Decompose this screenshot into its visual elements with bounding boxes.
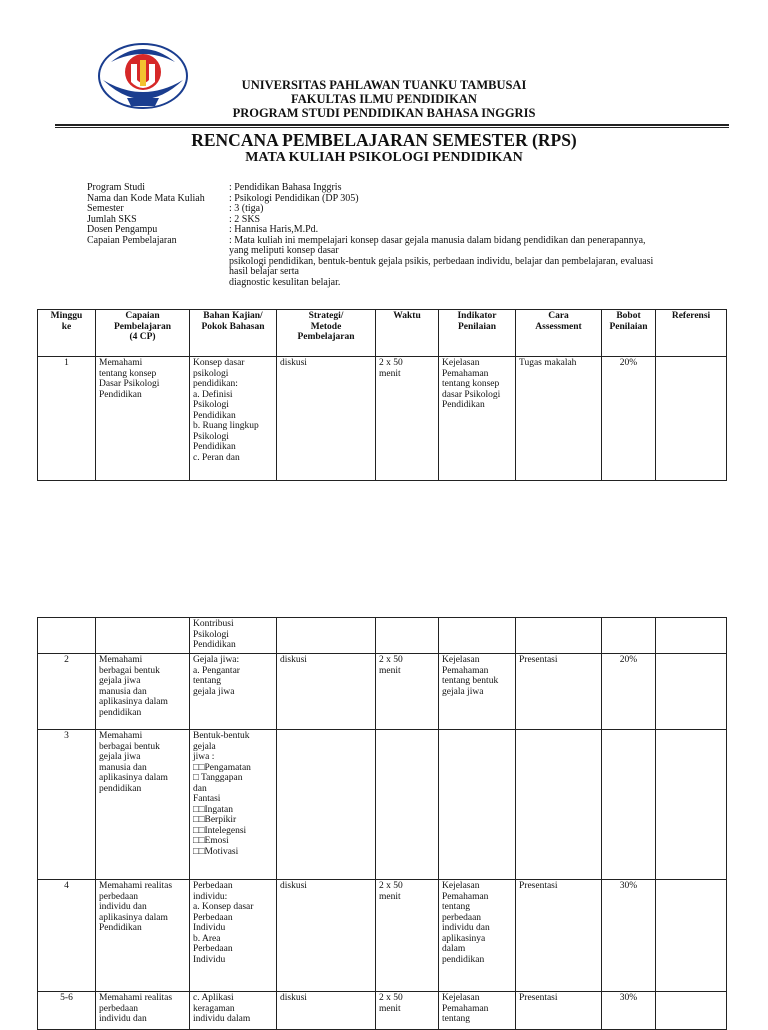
capaian-line: hasil belajar serta <box>229 266 299 277</box>
cell-indikator-text: Kejelasan <box>442 358 480 368</box>
cell-minggu-text: 2 <box>64 655 69 665</box>
cell-bobot <box>602 357 656 481</box>
cell-indikator-text: pendidikan <box>442 954 485 965</box>
cell-bahan <box>190 618 277 654</box>
header-text: Cara <box>548 311 569 321</box>
header-text: Pembelajaran <box>297 332 355 342</box>
cell-capaian-text: Dasar Psikologi <box>99 379 160 389</box>
header-text: Pembelajaran <box>114 321 171 332</box>
cell-minggu <box>38 730 96 880</box>
cell-strategi-text: diskusi <box>280 358 307 368</box>
info-value: : Psikologi Pendidikan (DP 305) <box>229 192 359 204</box>
cell-bahan-text: Perbedaan <box>193 912 233 923</box>
capaian-text <box>229 236 707 289</box>
cell-bahan-text: pendidikan: <box>193 379 238 389</box>
info-value: : Pendidikan Bahasa Inggris <box>229 182 342 193</box>
program-name: PROGRAM STUDI PENDIDIKAN BAHASA INGGRIS <box>232 106 536 120</box>
cell-capaian-text: Memahami <box>99 731 143 741</box>
cell-indikator <box>439 654 516 730</box>
header-cara <box>516 310 602 357</box>
cell-bahan-text: Individu <box>193 923 226 933</box>
cell-bahan-text: Perbedaan <box>193 944 233 954</box>
cell-capaian <box>96 730 190 880</box>
header-text: (4 CP) <box>129 332 156 342</box>
cell-bobot-text: 20% <box>619 358 638 368</box>
header-text: Waktu <box>393 311 421 321</box>
cell-strategi <box>277 618 376 654</box>
cell-referensi <box>656 357 727 481</box>
cell-cara-text: Presentasi <box>519 881 558 891</box>
cell-cara <box>516 730 602 880</box>
cell-capaian <box>96 880 190 992</box>
header-divider <box>55 124 729 126</box>
info-label: Capaian Pembelajaran <box>87 234 177 246</box>
cell-capaian-text: manusia dan <box>99 686 147 697</box>
cell-bahan-text: □□Berpikir <box>193 815 237 825</box>
cell-waktu-text: 2 x 50 <box>379 993 403 1003</box>
cell-indikator-text: perbedaan <box>442 912 482 923</box>
cell-bobot-text: 20% <box>619 655 638 665</box>
cell-bahan-text: gejala jiwa <box>193 686 235 697</box>
cell-indikator-text: dalam <box>442 944 466 954</box>
cell-bahan-text: □□Pengamatan <box>193 762 251 773</box>
info-label: Jumlah SKS <box>87 213 137 225</box>
cell-bahan-text: keragaman <box>193 1003 235 1014</box>
cell-waktu <box>376 654 439 730</box>
cell-waktu-text: 2 x 50 <box>379 358 403 368</box>
cell-bobot-text: 30% <box>619 993 638 1003</box>
cell-capaian-text: tentang konsep <box>99 368 157 379</box>
cell-bahan-text: dan <box>193 783 207 794</box>
cell-minggu-text: 3 <box>64 731 69 741</box>
cell-cara-text: Presentasi <box>519 993 558 1003</box>
cell-bahan-text: b. Ruang lingkup <box>193 421 259 431</box>
cell-indikator-text: individu dan <box>442 923 490 933</box>
cell-strategi-text: diskusi <box>280 993 307 1003</box>
info-value: : Hannisa Haris,M.Pd. <box>229 224 319 235</box>
cell-indikator-text: aplikasinya <box>442 933 486 944</box>
cell-bahan-text: □□Intelegensi <box>193 825 247 836</box>
header-text: Penilaian <box>609 321 648 332</box>
cell-indikator-text: tentang konsep <box>442 379 500 389</box>
cell-capaian-text: berbagai bentuk <box>99 665 160 676</box>
header-text: Strategi/ <box>308 311 344 321</box>
table-row <box>38 654 727 730</box>
cell-strategi <box>277 654 376 730</box>
header-text: Minggu <box>50 311 83 321</box>
cell-capaian <box>96 654 190 730</box>
cell-strategi <box>277 730 376 880</box>
cell-capaian-text: pendidikan <box>99 783 142 794</box>
cell-indikator-text: Kejelasan <box>442 881 480 891</box>
cell-bahan-text: a. Definisi <box>193 389 233 400</box>
cell-capaian-text: Memahami realitas <box>99 881 173 891</box>
cell-bahan-text: Pendidikan <box>193 640 236 650</box>
cell-bahan <box>190 880 277 992</box>
info-label: Program Studi <box>87 182 146 193</box>
cell-bahan-text: psikologi <box>193 368 229 379</box>
cell-capaian-text: perbedaan <box>99 1003 139 1014</box>
cell-bobot <box>602 618 656 654</box>
header-text: Indikator <box>457 311 497 321</box>
cell-waktu-text: menit <box>379 891 401 902</box>
cell-waktu <box>376 618 439 654</box>
cell-bahan <box>190 730 277 880</box>
cell-capaian <box>96 618 190 654</box>
cell-waktu-text: 2 x 50 <box>379 881 403 891</box>
cell-capaian-text: individu dan <box>99 902 147 912</box>
header-bobot <box>602 310 656 357</box>
header-divider-thin <box>55 127 729 128</box>
header-text: Capaian <box>125 311 160 321</box>
cell-minggu-text: 1 <box>64 358 69 368</box>
cell-indikator-text: dasar Psikologi <box>442 389 501 400</box>
cell-strategi <box>277 357 376 481</box>
header-capaian <box>96 310 190 357</box>
cell-bahan-text: Fantasi <box>193 794 221 804</box>
cell-waktu-text: menit <box>379 665 401 676</box>
header-text: Bahan Kajian/ <box>203 311 263 321</box>
table-row <box>38 618 727 654</box>
cell-bahan-text: □ Tanggapan <box>193 773 243 783</box>
cell-cara <box>516 880 602 992</box>
cell-strategi <box>277 880 376 992</box>
cell-bahan-text: b. Area <box>193 933 221 944</box>
cell-bahan-text: individu: <box>193 891 228 902</box>
cell-indikator-text: Pendidikan <box>442 400 485 410</box>
cell-bobot <box>602 654 656 730</box>
cell-referensi <box>656 618 727 654</box>
cell-minggu-text: 4 <box>64 881 69 891</box>
cell-waktu <box>376 880 439 992</box>
document-subtitle: MATA KULIAH PSIKOLOGI PENDIDIKAN <box>245 150 523 165</box>
header-indikator <box>439 310 516 357</box>
header-strategi <box>277 310 376 357</box>
cell-bahan-text: individu dalam <box>193 1014 251 1024</box>
cell-cara-text: Presentasi <box>519 655 558 665</box>
cell-bobot <box>602 880 656 992</box>
cell-waktu-text: menit <box>379 368 401 379</box>
cell-bahan-text: □□Ingatan <box>193 804 233 815</box>
cell-capaian-text: gejala jiwa <box>99 752 141 762</box>
cell-bahan-text: Psikologi <box>193 400 229 410</box>
cell-waktu <box>376 730 439 880</box>
cell-waktu-text: menit <box>379 1003 401 1014</box>
cell-capaian-text: aplikasinya dalam <box>99 773 168 783</box>
cell-indikator <box>439 357 516 481</box>
header-waktu <box>376 310 439 357</box>
cell-bahan-text: jiwa : <box>193 752 215 762</box>
info-label: Dosen Pengampu <box>87 224 158 235</box>
cell-capaian-text: individu dan <box>99 1014 147 1024</box>
header-text: Pokok Bahasan <box>201 321 265 332</box>
rps-table-page2 <box>37 617 727 1030</box>
cell-strategi-text: diskusi <box>280 881 307 891</box>
capaian-line: : Mata kuliah ini mempelajari konsep dasar gejala manusia dalam bidang pendidikan dan penerapannya, <box>229 234 646 246</box>
cell-bahan-text: a. Konsep dasar <box>193 902 254 912</box>
cell-waktu <box>376 357 439 481</box>
cell-bobot-text: 30% <box>619 881 638 891</box>
cell-bahan-text: c. Aplikasi <box>193 993 234 1003</box>
cell-indikator <box>439 880 516 992</box>
cell-capaian-text: Memahami realitas <box>99 993 173 1003</box>
cell-capaian-text: gejala jiwa <box>99 676 141 686</box>
cell-bahan-text: gejala <box>193 741 216 752</box>
info-label: Nama dan Kode Mata Kuliah <box>87 192 205 204</box>
cell-bahan-text: Psikologi <box>193 431 229 442</box>
cell-indikator-text: Pemahaman <box>442 1003 489 1014</box>
document-title: RENCANA PEMBELAJARAN SEMESTER (RPS) <box>191 130 577 150</box>
info-value: : 2 SKS <box>229 213 261 225</box>
cell-referensi <box>656 654 727 730</box>
header-bahan <box>190 310 277 357</box>
cell-bahan-text: Psikologi <box>193 629 229 640</box>
cell-indikator <box>439 730 516 880</box>
cell-bahan-text: Perbedaan <box>193 881 233 891</box>
cell-strategi-text: diskusi <box>280 655 307 665</box>
cell-cara <box>516 654 602 730</box>
rps-table-page1 <box>37 309 727 481</box>
cell-minggu-text: 5-6 <box>60 993 73 1003</box>
cell-capaian-text: Memahami <box>99 655 143 665</box>
cell-bahan-text: a. Pengantar <box>193 665 240 676</box>
cell-capaian-text: Memahami <box>99 358 143 368</box>
capaian-line: psikologi pendidikan, bentuk-bentuk gejala psikis, perbedaan individu, belajar dan pembelajaran, evaluasi <box>229 255 654 267</box>
header-text: Referensi <box>671 311 711 321</box>
cell-bahan-text: Bentuk-bentuk <box>193 731 250 741</box>
table-row <box>38 730 727 880</box>
header-text: Assessment <box>535 321 582 332</box>
cell-indikator-text: Kejelasan <box>442 655 480 665</box>
cell-capaian-text: Pendidikan <box>99 923 142 933</box>
cell-bobot <box>602 730 656 880</box>
cell-capaian-text: berbagai bentuk <box>99 741 160 752</box>
cell-bahan-text: Individu <box>193 954 226 965</box>
cell-cara-text: Tugas makalah <box>519 358 577 368</box>
cell-bahan-text: tentang <box>193 676 221 686</box>
cell-cara <box>516 357 602 481</box>
table-row <box>38 357 727 481</box>
cell-minggu <box>38 654 96 730</box>
faculty-name: FAKULTAS ILMU PENDIDIKAN <box>291 92 477 106</box>
cell-referensi <box>656 880 727 992</box>
header-text: Penilaian <box>457 321 496 332</box>
header-text: Metode <box>310 321 342 332</box>
cell-indikator <box>439 618 516 654</box>
table-row <box>38 880 727 992</box>
cell-bahan <box>190 357 277 481</box>
cell-indikator-text: Pemahaman <box>442 368 489 379</box>
cell-capaian-text: aplikasinya dalam <box>99 912 168 923</box>
capaian-line: yang meliputi konsep dasar <box>229 245 339 256</box>
cell-capaian-text: aplikasinya dalam <box>99 697 168 707</box>
cell-bahan-text: Gejala jiwa: <box>193 655 240 665</box>
cell-bahan-text: Kontribusi <box>193 619 234 629</box>
cell-indikator-text: tentang <box>442 902 470 912</box>
cell-indikator-text: Pemahaman <box>442 665 489 676</box>
table-header-row <box>38 310 727 357</box>
university-name: UNIVERSITAS PAHLAWAN TUANKU TAMBUSAI <box>241 78 527 92</box>
cell-bahan <box>190 654 277 730</box>
info-label: Semester <box>87 203 124 214</box>
header-text: Bobot <box>616 311 641 321</box>
cell-capaian-text: perbedaan <box>99 891 139 902</box>
cell-indikator-text: Pemahaman <box>442 891 489 902</box>
cell-cara <box>516 618 602 654</box>
cell-indikator-text: gejala jiwa <box>442 686 484 697</box>
cell-minggu <box>38 880 96 992</box>
header-text: ke <box>61 321 72 332</box>
cell-bahan-text: Pendidikan <box>193 410 236 421</box>
university-crest-logo <box>97 40 189 116</box>
cell-bahan-text: Konsep dasar <box>193 358 245 368</box>
cell-minggu <box>38 357 96 481</box>
capaian-line: diagnostic kesulitan belajar. <box>229 276 341 288</box>
info-value: : 3 (tiga) <box>229 203 264 214</box>
cell-bahan-text: □□Motivasi <box>193 846 239 857</box>
cell-bahan-text: □□Emosi <box>193 836 229 846</box>
cell-waktu-text: 2 x 50 <box>379 655 403 665</box>
cell-indikator-text: Kejelasan <box>442 993 480 1003</box>
cell-capaian-text: manusia dan <box>99 762 147 773</box>
cell-capaian-text: pendidikan <box>99 707 142 718</box>
header-referensi <box>656 310 727 357</box>
cell-indikator-text: tentang bentuk <box>442 676 499 686</box>
header-minggu <box>38 310 96 357</box>
cell-capaian-text: Pendidikan <box>99 389 142 400</box>
cell-bahan-text: c. Peran dan <box>193 452 240 463</box>
cell-bahan-text: Pendidikan <box>193 442 236 452</box>
cell-indikator-text: tentang <box>442 1014 470 1024</box>
cell-minggu <box>38 618 96 654</box>
cell-capaian <box>96 357 190 481</box>
cell-referensi <box>656 730 727 880</box>
